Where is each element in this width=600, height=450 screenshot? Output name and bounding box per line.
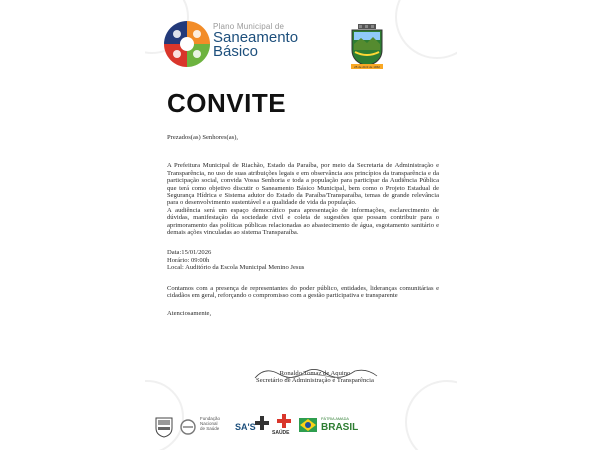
event-place: Local: Auditório da Escola Municipal Menino Jesus	[167, 264, 305, 272]
document-header	[163, 18, 453, 76]
funasa-symbol-icon	[179, 419, 197, 435]
event-date: Data:15/01/2026	[167, 249, 212, 257]
saude-cross-icon	[277, 414, 291, 428]
signature-scribble-icon	[245, 362, 385, 384]
riachao-shield-icon	[155, 416, 173, 438]
paragraph-invitation: A Prefeitura Municipal de Riachão, Estado da Paraíba, por meio da Secretaria de Administração e Transparência, no uso de suas atribuições legais e em observância aos princípios da transparência e da participação social, convida Vossa Senhoria e toda a população para participar da Audiência Pública que terá como objetivo discutir o Saneamento Básico Municipal, bem como o Projeto Estadual de Segurança Hídrica e Sistema adutor do Estado da Paraíba/Transparaíba, temas de grande relevância para o desenvolvimento sustentável e a qualidade de vida da população.	[167, 162, 439, 207]
funasa-line3: de Saúde	[200, 426, 220, 431]
sas-cross-icon	[255, 416, 269, 430]
municipal-crest-icon	[349, 24, 385, 70]
signatory-name: Ronaldo Tomaz de Aquino	[279, 370, 351, 377]
sas-logo: SA'S	[235, 422, 256, 432]
logo-title-line1: Saneamento	[213, 29, 299, 46]
brasil-flag-icon	[299, 418, 317, 432]
crest-caption: 25 de Abril de 1962	[354, 65, 380, 69]
footer-logos	[155, 412, 455, 442]
document-page	[145, 0, 457, 450]
funasa-line1: Fundação	[200, 416, 221, 421]
signatory-role: Secretário de Administração e Transparência	[256, 377, 374, 385]
brasil-slogan: PÁTRIA AMADA	[321, 417, 349, 421]
logo-subtitle: Plano Municipal de	[213, 22, 285, 31]
saude-label: SAÚDE	[272, 430, 290, 436]
funasa-label	[200, 416, 220, 431]
letter-body	[167, 134, 439, 317]
saneamento-logo-icon	[163, 20, 211, 68]
brasil-wordmark: BRASIL	[321, 422, 359, 433]
event-time: Horário: 09:00h	[167, 256, 210, 264]
document-title: CONVITE	[167, 88, 287, 118]
paragraph-closing-note: Contamos com a presença de representantes do poder público, entidades, lideranças comunitárias e cidadãos em geral, reforçando o compromisso com a gestão participativa e transparente	[167, 284, 439, 300]
signature-block	[205, 370, 425, 385]
funasa-line2: Nacional	[200, 421, 218, 426]
logo-wordmark	[213, 22, 298, 59]
closing-salutation: Atenciosamente,	[167, 309, 212, 317]
greeting: Prezados(as) Senhores(as),	[167, 134, 239, 141]
paragraph-purpose: A audiência será um espaço democrático para apresentação de informações, esclarecimento de dúvidas, manifestação da sociedade civil e coleta de sugestões que possam contribuir para o aprimoramento das políticas públicas relacionadas ao abastecimento de água, esgotamento sanitário e demais ações vinculadas ao sistema Transparaíba.	[167, 206, 439, 237]
logo-title-line2: Básico	[213, 43, 259, 60]
